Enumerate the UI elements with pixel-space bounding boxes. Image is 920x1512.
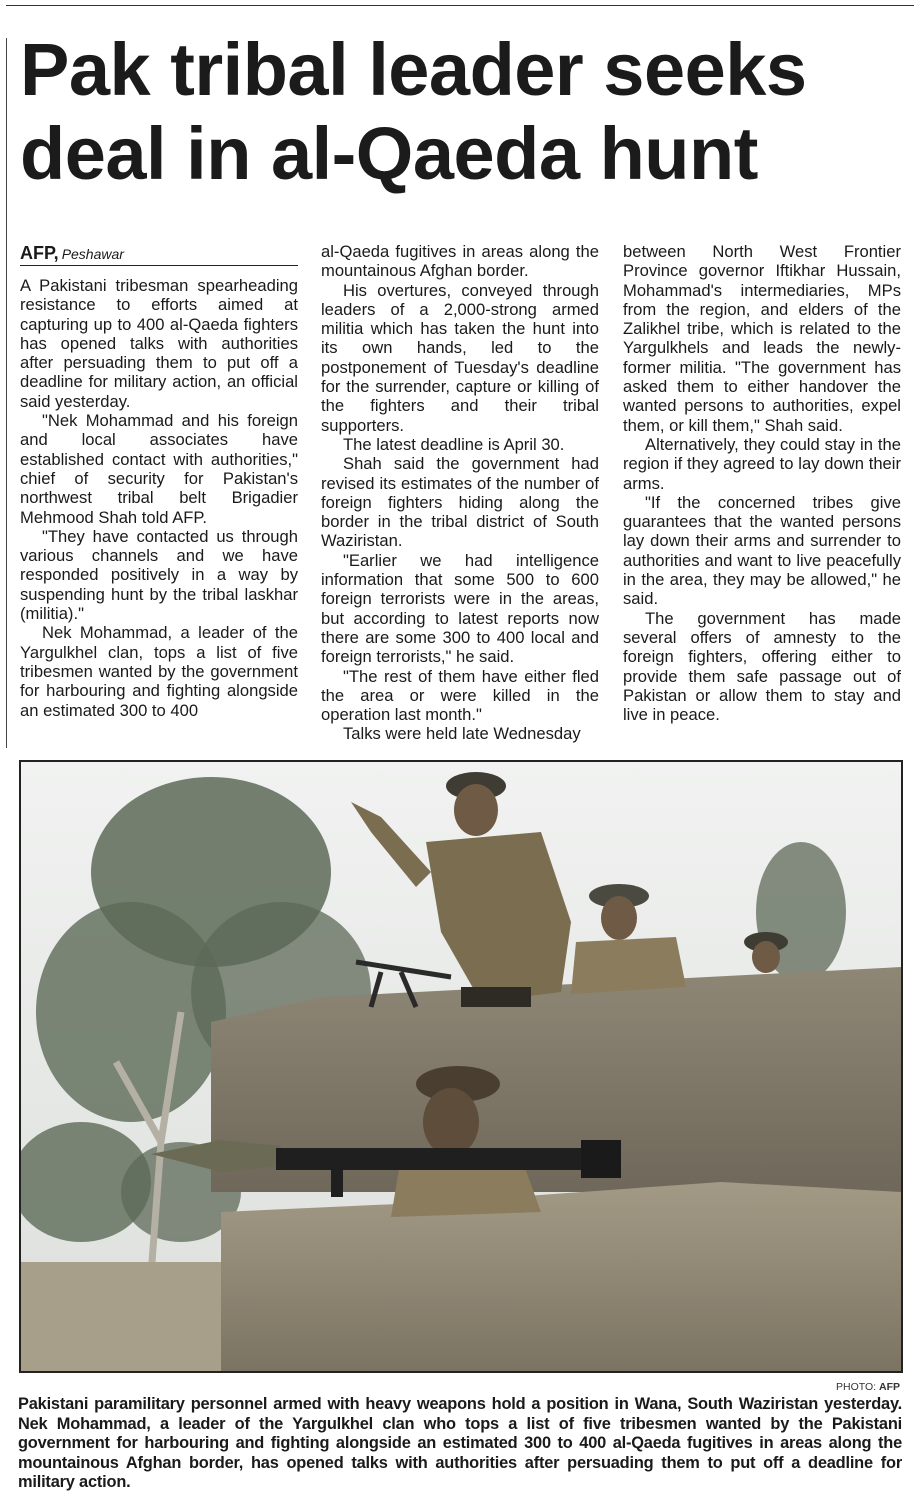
paragraph: between North West Frontier Province governor Iftikhar Hussain, Mohammad's intermediaries, MPs from the region, and elders of the Zalikhel tribe, which is related to the Yargulkhels and leads the newly-former militia. "The government has asked them to either handover the wanted persons to authorities, expel them, or kill them," Shah said. [623,242,901,435]
photo-caption: Pakistani paramilitary personnel armed with heavy weapons hold a position in Wana, South Waziristan yesterday. Nek Mohammad, a leader of the Yargulkhel clan who tops a list of five tribesmen wanted by the Pakistani government for harbouring and fighting alongside an estimated 300 to 400 al-Qaeda fugitives in areas along the mountainous Afghan border, has opened talks with authorities after persuading them to put off a deadline for military action. [18,1395,902,1492]
article-column-1 [20,242,298,720]
top-rule [6,5,914,6]
news-photo [19,760,903,1373]
paragraph: His overtures, conveyed through leaders of a 2,000-strong armed militia which has taken the hunt into its own hands, led to the postponement of Tuesday's deadline for the surrender, capture or killing of the fighters and their tribal supporters. [321,280,599,435]
photo-credit-agency: AFP [879,1381,900,1393]
photo-credit [836,1381,900,1393]
left-rule [6,38,7,748]
article-column-3 [623,242,901,724]
paragraph: A Pakistani tribesman spearheading resistance to efforts aimed at capturing up to 400 al-Qaeda fighters has opened talks with authorities after persuading them to put off a deadline for military action, an official said yesterday. [20,276,298,411]
paragraph: Talks were held late Wednesday [343,724,581,744]
paragraph: Nek Mohammad, a leader of the Yargulkhel clan, tops a list of five tribesmen wanted by the government for harbouring and fighting alongside an estimated 300 to 400 [20,623,298,720]
byline-agency: AFP, [20,243,59,263]
paragraph: The government has made several offers of amnesty to the foreign fighters, offering either to provide them safe passage out of Pakistan or allow them to stay and live in peace. [623,608,901,725]
paragraph: "They have contacted us through various channels and we have responded positively in a way by suspending hunt by the tribal laskhar (militia)." [20,526,298,624]
byline-place: Peshawar [61,246,124,262]
paragraph: al-Qaeda fugitives in areas along the mountainous Afghan border. [321,242,599,281]
photo-credit-label: PHOTO: [836,1381,877,1393]
byline [20,242,298,266]
paragraph: The latest deadline is April 30. [343,434,565,454]
photo-illustration [21,762,901,1371]
article-column-2 [321,242,599,744]
paragraph: Alternatively, they could stay in the region if they agreed to lay down their arms. [623,434,901,493]
paragraph: "The rest of them have either fled the area or were killed in the operation last month." [321,666,599,725]
paragraph: "Nek Mohammad and his foreign and local associates have established contact with authorities," chief of security for Pakistan's northwest tribal belt Brigadier Mehmood Shah told AFP. [20,411,298,527]
headline: Pak tribal leader seeks deal in al-Qaeda hunt [20,28,807,195]
paragraph: "If the concerned tribes give guarantees that the wanted persons lay down their arms and surrender to authorities and want to live peacefully in the area, they may be allowed," he said. [623,492,901,609]
paragraph: "Earlier we had intelligence information that some 500 to 600 foreign terrorists were in the areas, but according to latest reports now there are some 300 to 400 local and foreign terrorists," he said. [321,550,599,667]
paragraph: Shah said the government had revised its estimates of the number of foreign fighters hiding along the border in the tribal district of South Waziristan. [321,454,599,551]
